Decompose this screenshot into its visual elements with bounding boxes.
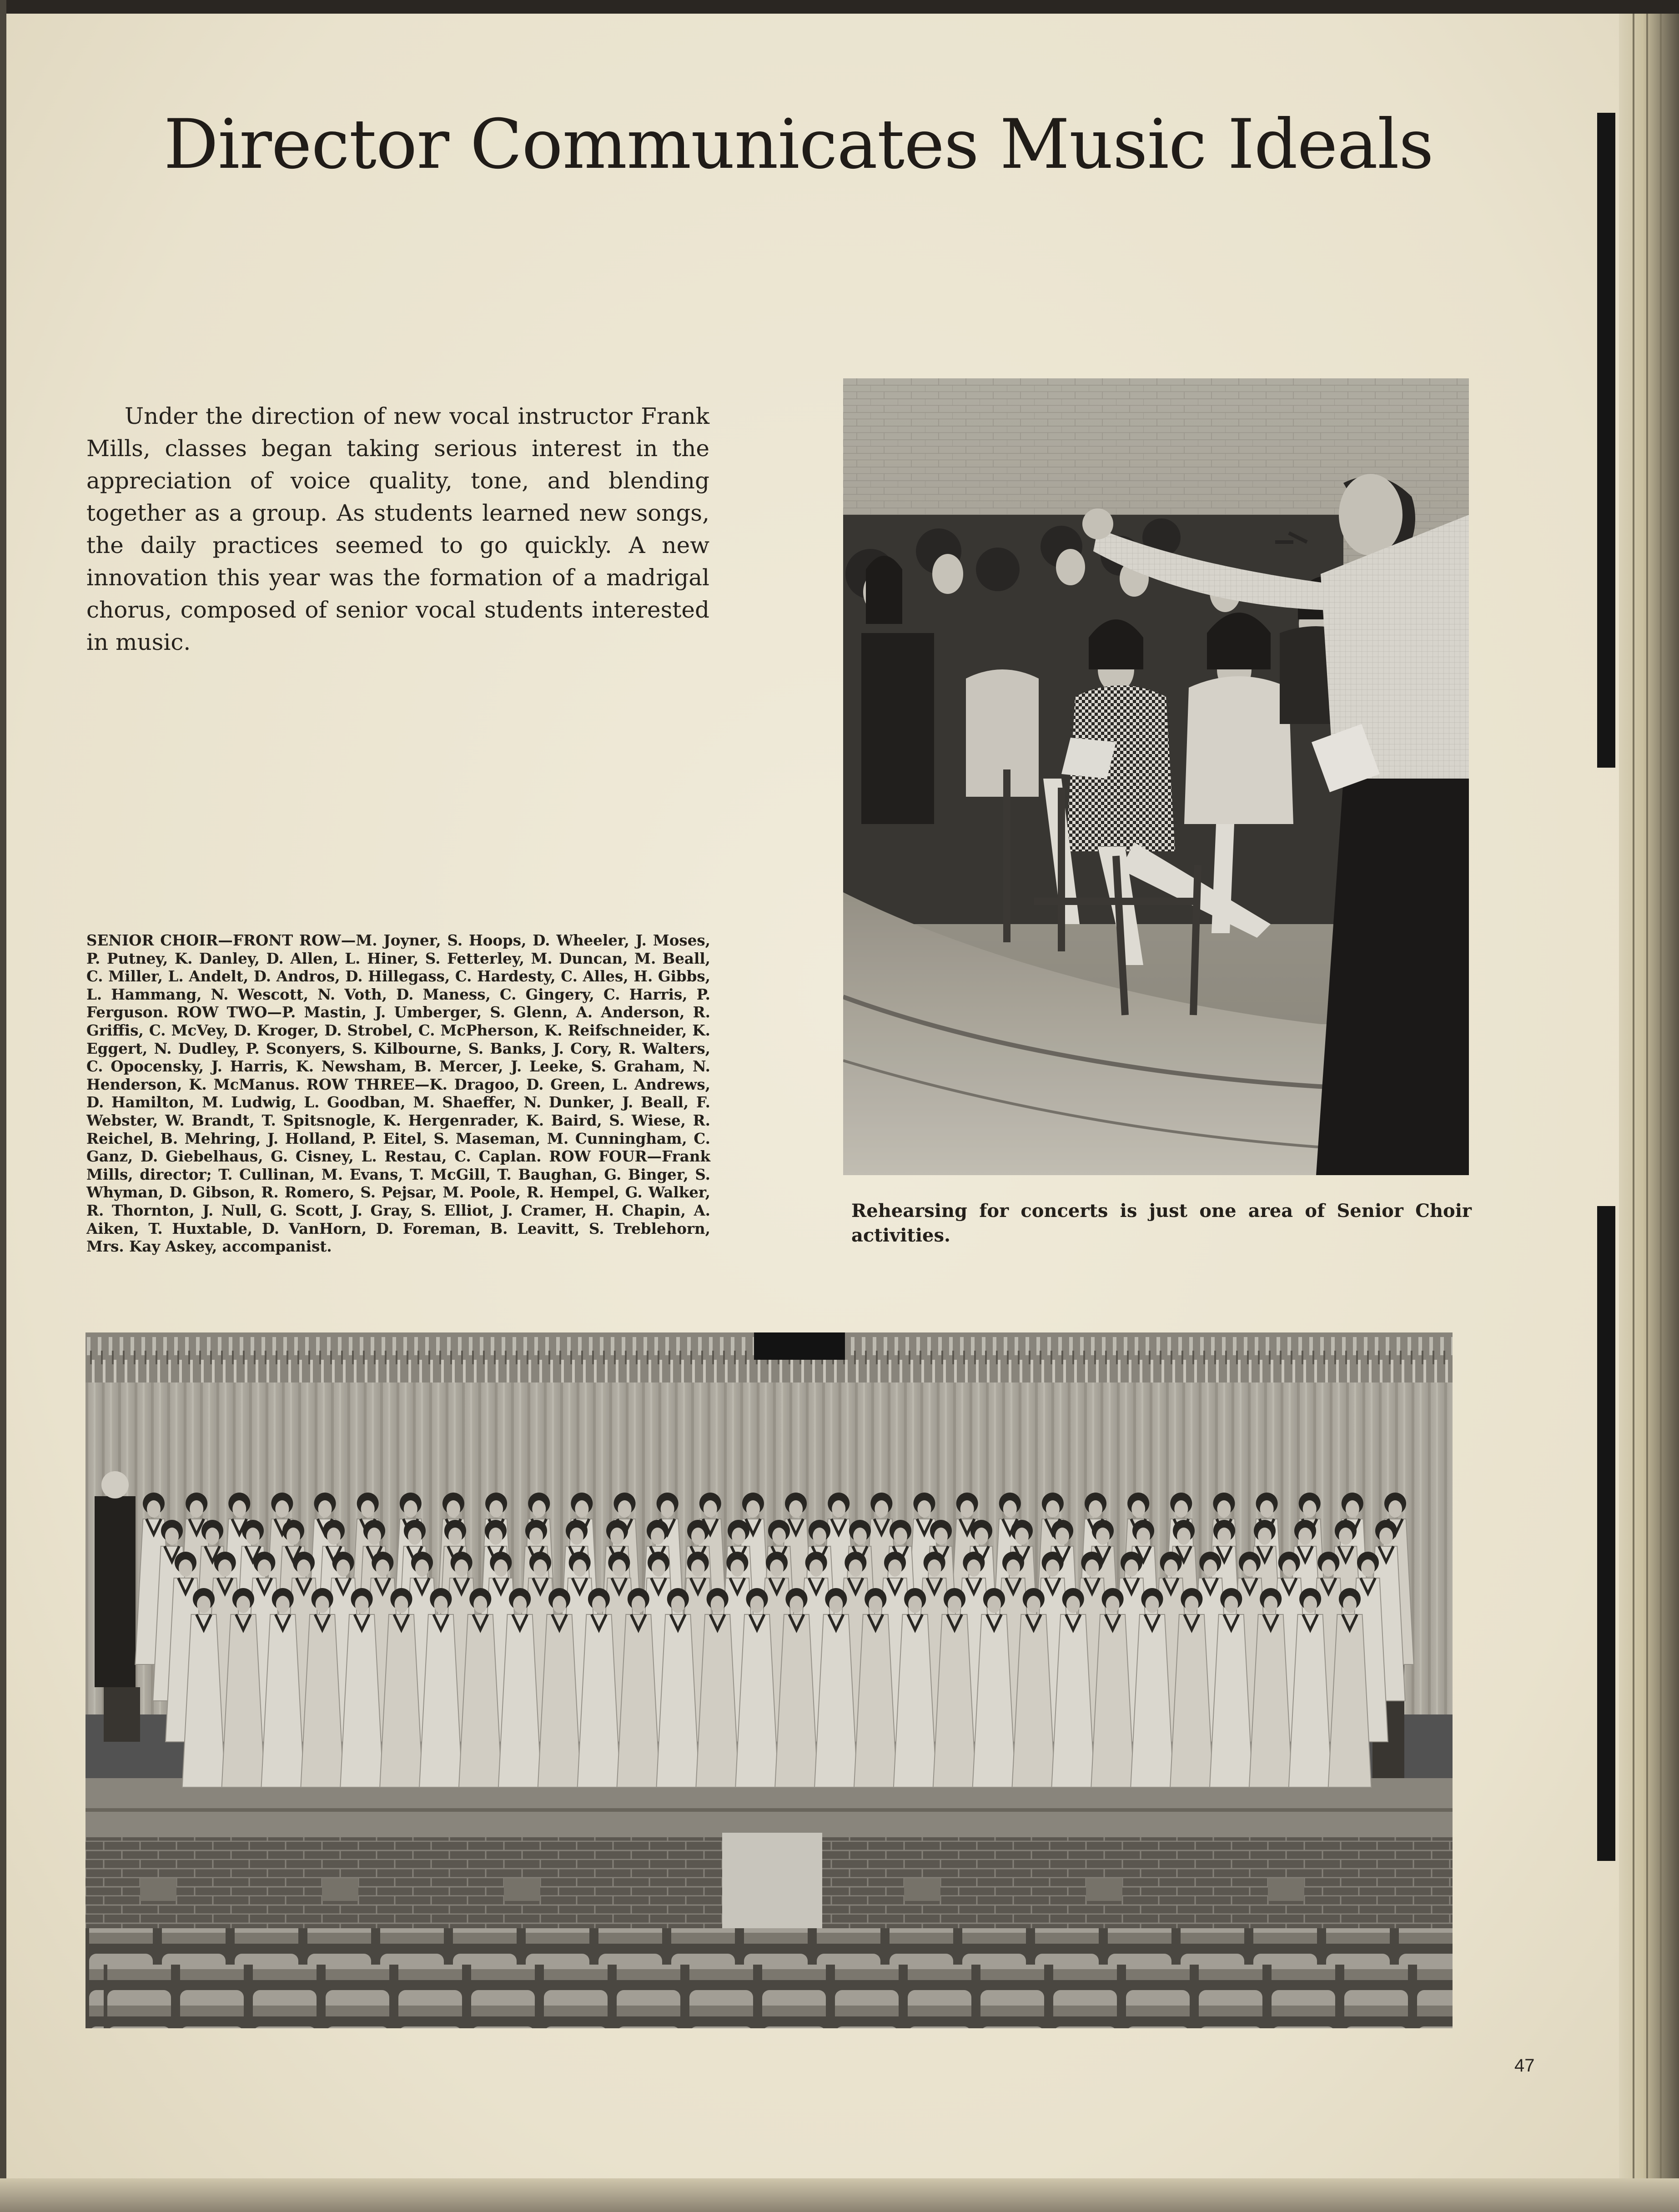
edge-tab-marker <box>1597 1206 1615 1861</box>
rehearsal-photo <box>843 378 1469 1175</box>
scan-border-left <box>0 0 6 2212</box>
choir-group-photo <box>85 1332 1453 2028</box>
scan-border-top <box>0 0 1679 14</box>
book-spine-edge <box>1619 14 1679 2178</box>
page-number: 47 <box>1514 2056 1535 2076</box>
intro-paragraph: Under the direction of new vocal instructor Frank Mills, classes began taking serious interest in the appreciation of voice quality, tone, and blending together as a group. As students learned new songs, the daily practices seemed to go quickly. A new innovation this year was the formation of a madrigal chorus, composed of senior vocal students interested in music. <box>86 403 709 655</box>
choir-group-photo-image <box>85 1332 1453 2028</box>
page-headline: Director Communicates Music Ideals <box>164 105 1433 184</box>
choir-roster: SENIOR CHOIR—FRONT ROW—M. Joyner, S. Hoops, D. Wheeler, J. Moses, P. Putney, K. Danley, D. Allen, L. Hiner, S. Fetterley, M. Duncan, M. Beall, C. Miller, L. Andelt, D. Andros, D. Hillegass, C. Hardesty, C. Alles, H. Gibbs, L. Hammang, N. Wescott, N. Voth, D. Maness, C. Gingery, C. Harris, P. Ferguson. ROW TWO—P. Mastin, J. Umberger, S. Glenn, A. Anderson, R. Griffis, C. McVey, D. Kroger, D. Strobel, C. McPherson, K. Reifschneider, K. Eggert, N. Dudley, P. Sconyers, S. Kilbourne, S. Banks, J. Cory, R. Walters, C. Opocensky, J. Harris, K. Newsham, B. Mercer, J. Leeke, S. Graham, N. Henderson, K. McManus. ROW THREE—K. Dragoo, D. Green, L. Andrews, D. Hamilton, M. Ludwig, L. Goodban, M. Shaeffer, N. Dunker, J. Beall, F. Webster, W. Brandt, T. Spitsnogle, K. Hergenrader, K. Baird, S. Wiese, R. Reichel, B. Mehring, J. Holland, P. Eitel, S. Maseman, M. Cunningham, C. Ganz, D. Giebelhaus, G. Cisney, L. Restau, C. Caplan. ROW FOUR—Frank Mills, director; T. Cullinan, M. Evans, T. McGill, T. Baughan, G. Binger, S. Whyman, D. Gibson, R. Romero, S. Pejsar, M. Poole, R. Hempel, G. Walker, R. Thornton, J. Null, G. Scott, J. Gray, S. Elliot, J. Cramer, H. Chapin, A. Aiken, T. Huxtable, D. VanHorn, D. Foreman, B. Leavitt, S. Treblehorn, Mrs. Kay Askey, accompanist. <box>86 931 710 1256</box>
edge-tab-marker <box>1597 113 1615 768</box>
page-edge-line <box>1633 14 1634 2178</box>
page-edge-line <box>1646 14 1648 2178</box>
rehearsal-photo-image <box>843 378 1469 1175</box>
page-edge-line <box>1660 14 1662 2178</box>
photo-caption: Rehearsing for concerts is just one area of Senior Choir activities. <box>851 1200 1472 1246</box>
scan-border-bottom <box>0 2178 1679 2212</box>
